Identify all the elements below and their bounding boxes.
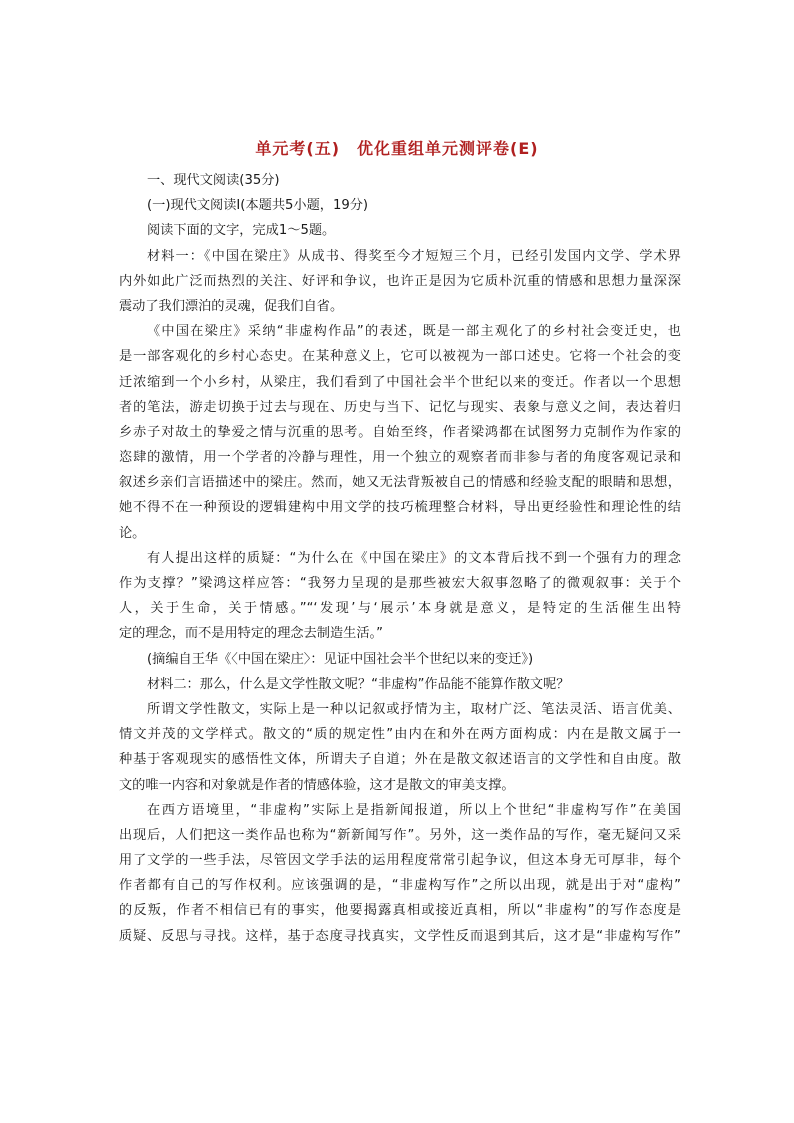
text-line: 出现后，人们把这一类作品也称为“新新闻写作”。另外，这一类作品的写作，毫无疑问又采 <box>119 827 681 843</box>
section-heading: 一、现代文阅读(35分) <box>147 173 280 188</box>
text-line: 震动了我们漂泊的灵魂，促我们自省。 <box>119 298 344 314</box>
text-line: 的反叛，作者不相信已有的事实，他要揭露真相或接近真相，所以“非虚构”的写作态度是 <box>119 903 681 919</box>
text-line: 是一部客观化的乡村心态史。在某种意义上，它可以被视为一部口述史。它将一个社会的变 <box>119 349 681 365</box>
text-line: 所谓文学性散文，实际上是一种以记叙或抒情为主，取材广泛、笔法灵活、语言优美、 <box>147 701 681 717</box>
text-line: 恣肆的激情，用一个学者的冷静与理性，用一个独立的观察者而非参与者的角度客观记录和 <box>119 450 681 466</box>
text-line: 用了文学的一些手法，尽管因文学手法的运用程度常常引起争议，但这本身无可厚非，每个 <box>119 853 681 869</box>
text-line: 定的理念，而不是用特定的理念去制造生活。” <box>119 626 383 642</box>
text-line: 乡赤子对故土的挚爱之情与沉重的思考。自始至终，作者梁鸿都在试图努力克制作为作家的 <box>119 424 681 440</box>
text-line: 内外如此广泛而热烈的关注、好评和争议，也许正是因为它质朴沉重的情感和思想力量深深 <box>119 273 681 289</box>
text-line: 有人提出这样的质疑：“为什么在《中国在梁庄》的文本背后找不到一个强有力的理念 <box>147 550 681 566</box>
text-line: 文的唯一内容和对象就是作者的情感体验，这才是散文的审美支撑。 <box>119 777 515 793</box>
page-title: 单元考(五) 优化重组单元测评卷(E) <box>255 139 539 158</box>
text-line: 叙述乡亲们言语描述中的梁庄。然而，她又无法背叛被自己的情感和经验支配的眼睛和思想， <box>119 475 681 491</box>
text-line: 《中国在梁庄》采纳“非虚构作品”的表述，既是一部主观化了的乡村社会变迁史，也 <box>147 324 681 340</box>
text-line: 材料二：那么，什么是文学性散文呢？“非虚构”作品能不能算作散文呢？ <box>147 676 570 692</box>
text-line: 种基于客观现实的感悟性文体，所谓夫子自道；外在是散文叙述语言的文学性和自由度。散 <box>119 752 681 768</box>
source-citation: (摘编自王华《〈中国在梁庄〉：见证中国社会半个世纪以来的变迁》) <box>147 651 534 667</box>
instruction-text: 阅读下面的文字，完成1～5题。 <box>147 223 336 239</box>
text-line: 质疑、反思与寻找。这样，基于态度寻找真实，文学性反而退到其后，这才是“非虚构写作” <box>119 928 681 944</box>
text-line: 材料一：《中国在梁庄》从成书、得奖至今才短短三个月，已经引发国内文学、学术界 <box>147 248 681 264</box>
text-line: 情文并茂的文学样式。散文的“质的规定性”由内在和外在两方面构成：内在是散文属于一 <box>119 727 681 743</box>
text-line: 人，关于生命，关于情感。”“‘发现’与‘展示’本身就是意义，是特定的生活催生出特 <box>119 601 681 617</box>
text-line: 者的笔法，游走切换于过去与现在、历史与当下、记忆与现实、表象与意义之间，表达着归 <box>119 399 681 415</box>
text-line: 作为支撑？”梁鸿这样应答：“我努力呈现的是那些被宏大叙事忽略了的微观叙事：关于个 <box>119 576 681 591</box>
text-line: 论。 <box>119 525 146 541</box>
text-line: 迁浓缩到一个小乡村，从梁庄，我们看到了中国社会半个世纪以来的变迁。作者以一个思想 <box>119 374 681 390</box>
text-line: 作者都有自己的写作权利。应该强调的是，“非虚构写作”之所以出现，就是出于对“虚构” <box>119 878 681 894</box>
text-line: 在西方语境里，“非虚构”实际上是指新闻报道，所以上个世纪“非虚构写作”在美国 <box>147 802 681 818</box>
document-body <box>119 168 681 949</box>
text-line: 她不得不在一种预设的逻辑建构中用文学的技巧梳理整合材料，导出更经验性和理论性的结 <box>119 500 681 516</box>
subsection-heading: (一)现代文阅读Ⅰ(本题共5小题，19分) <box>147 198 369 214</box>
